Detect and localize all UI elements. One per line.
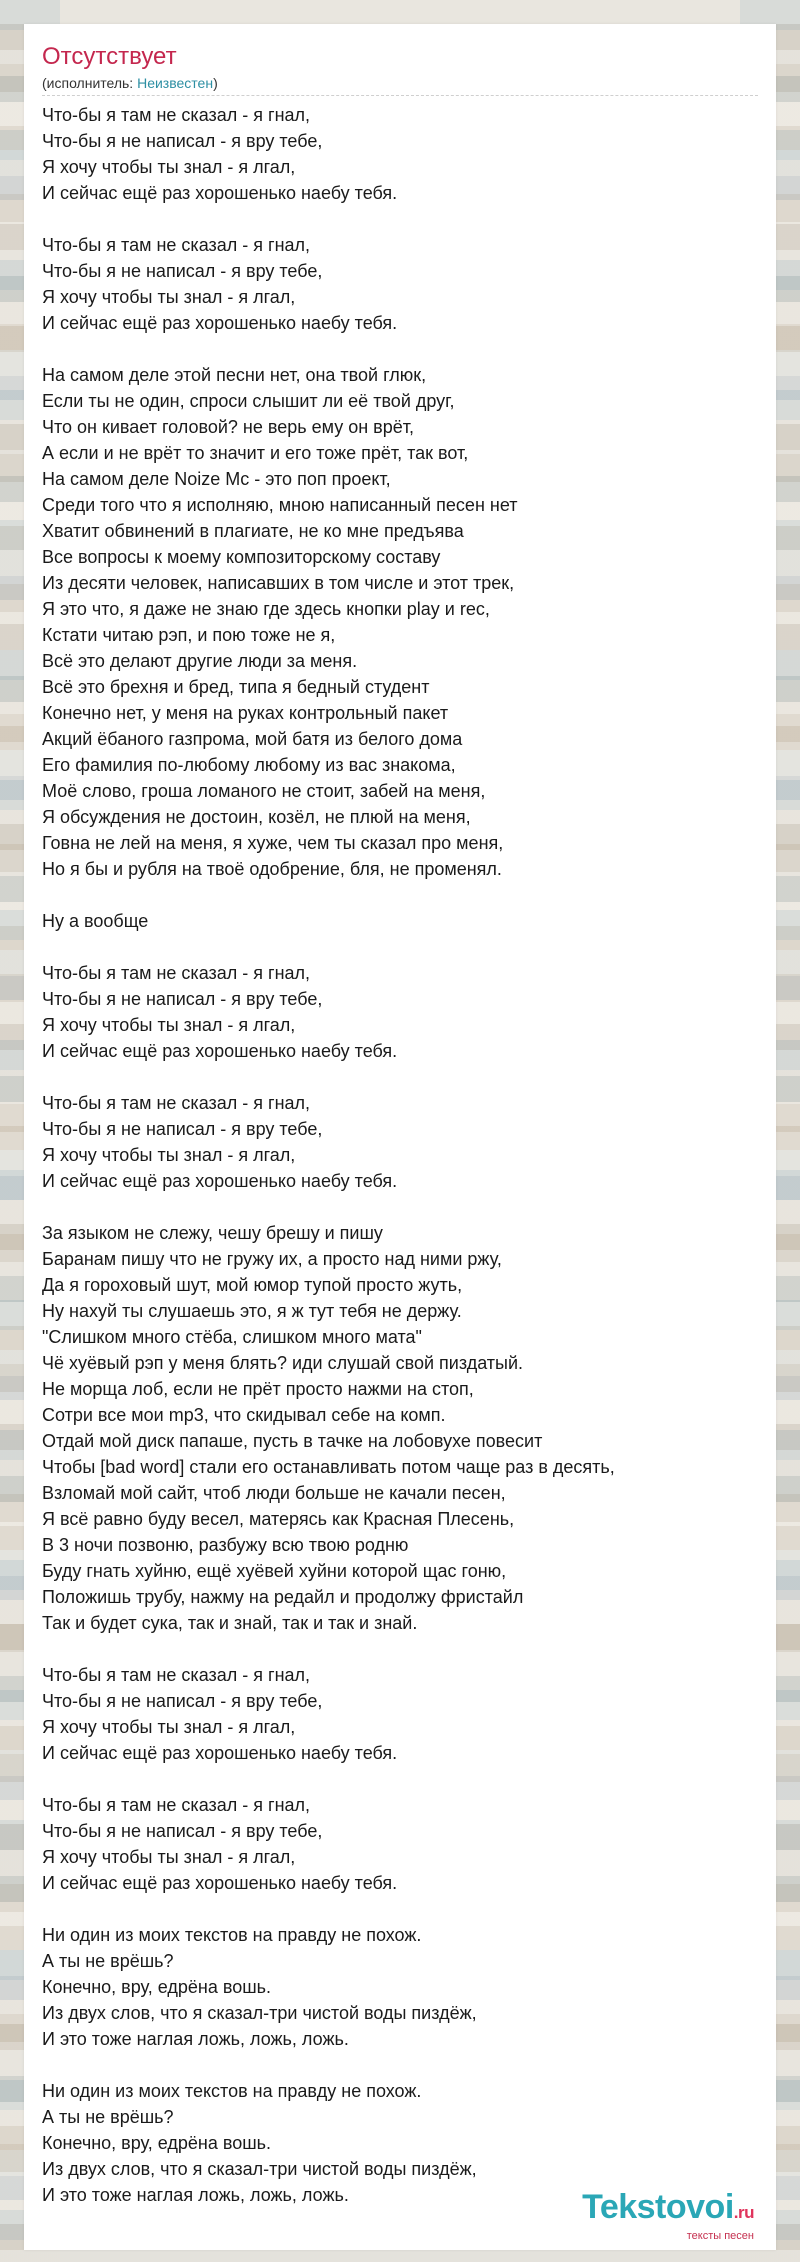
logo-brand: Tekstovoi bbox=[582, 2188, 734, 2226]
performer-line bbox=[42, 74, 218, 92]
lyrics-card bbox=[24, 24, 776, 2250]
performer-suffix: ) bbox=[213, 75, 218, 91]
performer-prefix: (исполнитель: bbox=[42, 75, 138, 91]
lyrics-text: Что-бы я там не сказал - я гнал, Что-бы я не написал - я вру тебе, Я хочу чтобы ты знал - я лгал, И сейчас ещё раз хорошенько наебу тебя. Что-бы я там не сказал - я гнал, Что-бы я не написал - я вру тебе, Я хочу чтобы ты знал - я лгал, И сейчас ещё раз хорошенько наебу тебя. На самом деле этой песни нет, она твой глюк, Если ты не один, спроси слышит ли её твой друг, Что он кивает головой? не верь ему он врёт, А если и не врёт то значит и его тоже прёт, так вот, На самом деле Noize Mc - это поп проект, Среди того что я исполняю, мною написанный песен нет Хватит обвинений в плагиате, не ко мне предъява Все вопросы к моему композиторскому составу Из десяти человек, написавших в том числе и этот трек, Я это что, я даже не знаю где здесь кнопки play и rec, Кстати читаю рэп, и пою тоже не я, Всё это делают другие люди за меня. Всё это брехня и бред, типа я бедный студент Конечно нет, у меня на руках контрольный пакет Акций ёбаного газпрома, мой батя из белого дома Его фамилия по-любому любому из вас знакома, Моё слово, гроша ломаного не стоит, забей на меня, Я обсуждения не достоин, козёл, не плюй на меня, Говна не лей на меня, я хуже, чем ты сказал про меня, Но я бы и рубля на твоё одобрение, бля, не променял. Ну а вообще Что-бы я там не сказал - я гнал, Что-бы я не написал - я вру тебе, Я хочу чтобы ты знал - я лгал, И сейчас ещё раз хорошенько наебу тебя. Что-бы я там не сказал - я гнал, Что-бы я не написал - я вру тебе, Я хочу чтобы ты знал - я лгал, И сейчас ещё раз хорошенько наебу тебя. За языком не слежу, чешу брешу и пишу Баранам пишу что не гружу их, а просто над ними ржу, Да я гороховый шут, мой юмор тупой просто жуть, Ну нахуй ты слушаешь это, я ж тут тебя не держу. "Слишком много стёба, слишком много мата" Чё хуёвый рэп у меня блять? иди слушай свой пиздатый. Не морща лоб, если не прёт просто нажми на стоп, Сотри все мои mp3, что скидывал себе на комп. Отдай мой диск папаше, пусть в тачке на лобовухе повесит Чтобы [bad word] стали его останавливать потом чаще раз в десять, Взломай мой сайт, чтоб люди больше не качали песен, Я всё равно буду весел, матерясь как Красная Плесень, В 3 ночи позвоню, разбужу всю твою родню Буду гнать хуйню, ещё хуёвей хуйни которой щас гоню, Положишь трубу, нажму на редайл и продолжу фристайл Так и будет сука, так и знай, так и так и знай. Что-бы я там не сказал - я гнал, Что-бы я не написал - я вру тебе, Я хочу чтобы ты знал - я лгал, И сейчас ещё раз хорошенько наебу тебя. Что-бы я там не сказал - я гнал, Что-бы я не написал - я вру тебе, Я хочу чтобы ты знал - я лгал, И сейчас ещё раз хорошенько наебу тебя. Ни один из моих текстов на правду не похож. А ты не врёшь? Конечно, вру, едрёна вошь. Из двух слов, что я сказал-три чистой воды пиздёж, И это тоже наглая ложь, ложь, ложь. Ни один из моих текстов на правду не похож. А ты не врёшь? Конечно, вру, едрёна вошь. Из двух слов, что я сказал-три чистой воды пиздёж, И это тоже наглая ложь, ложь, ложь. bbox=[42, 105, 615, 2205]
song-title: Отсутствует bbox=[42, 43, 177, 70]
logo-tagline: тексты песен bbox=[686, 2230, 754, 2242]
title-divider bbox=[42, 95, 758, 96]
logo-wordmark bbox=[582, 2188, 754, 2232]
logo-tld: .ru bbox=[733, 2203, 754, 2222]
artist-link[interactable]: Неизвестен bbox=[137, 75, 214, 91]
site-logo bbox=[582, 2188, 754, 2242]
